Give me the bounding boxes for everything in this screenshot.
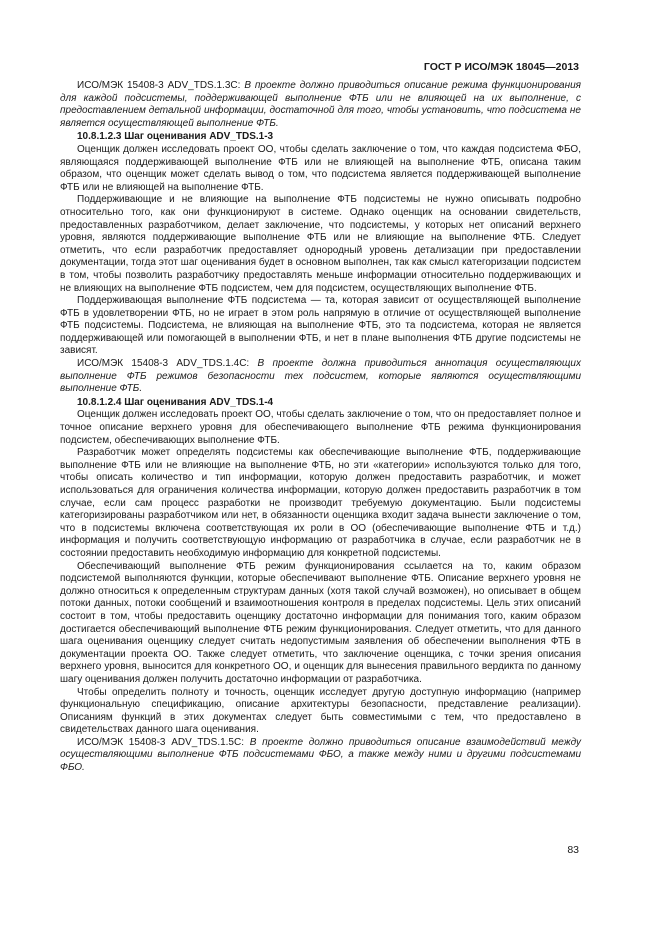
body-paragraph: Обеспечивающий выполнение ФТБ режим функционирования ссылается на то, каким образом подсистемой выполняются функции, которые обеспечивают выполнение ФТБ. Описание верхнего уровня не должно относиться к определенным структурам данных (хотя такой случай возможен), но описывает в общем потоки данных, потоки сообщений и взаимоотношения контроля в пределах подсистемы. Цель этих описаний состоит в том, чтобы предоставить оценщику достаточно информации для понимания того, каким образом достигается обеспечивающий выполнение ФТБ режим функционирования. Следует отметить, что для данного шага оценивания оценщику следует считать недопустимым заявления об обеспечении выполнения ФТБ в документации проекта ОО. Также следует отметить, что заключение оценщика, с точки зрения описания верхнего уровня, выносится для конкретного ОО, и оценщик для вынесения правильного вердикта по данному шагу оценивания должен получить достаточно информации от разработчика. [60,560,581,685]
requirement-code: ИСО/МЭК 15408-3 ADV_TDS.1.3C: [77,80,241,91]
requirement-text: В проекте должно приводиться описание взаимодействий между осуществляющими выполнение ФТБ подсистемами ФБО, а также между ними и другими подсистемами ФБО. [60,736,581,774]
step-heading: 10.8.1.2.3 Шаг оценивания ADV_TDS.1-3 [77,131,274,143]
body-paragraph: Чтобы определить полноту и точность, оценщик исследует другую доступную информацию (например функциональную спецификацию, описание архитектуры безопасности, представление реализации). Описаниям функций в этих документах следует быть совместимыми с тем, что предоставлено в свидетельствах данного шага оценивания. [60,686,581,736]
requirement-text: В проекте должно приводиться описание режима функционирования для каждой подсистемы, поддерживающей выполнение ФТБ или не влияющей на их выполнение, с предоставлением детальной информации, достаточной для того, чтобы установить, что подсистема не является осуществляющей выполнение ФТБ. [60,80,582,129]
requirement-code: ИСО/МЭК 15408-3 ADV_TDS.1.5C: [77,736,244,748]
step-heading: 10.8.1.2.4 Шаг оценивания ADV_TDS.1-4 [77,396,274,408]
requirement-paragraph [60,737,581,775]
body-paragraph: Поддерживающая выполнение ФТБ подсистема — та, которая зависит от осуществляющей выполнение ФТБ в удовлетворении ФТБ, но не играет в этом роль напрямую в отличие от осуществляющей выполнение ФТБ подсистемы. Подсистема, не влияющая на выполнение ФТБ, это та подсистема, которая не является поддерживающей или помогающей в выполнении ФТБ, и нет в плане выполнения ФТБ другие подсистемы не зависят. [60,295,581,357]
requirement-code: ИСО/МЭК 15408-3 ADV_TDS.1.4C: [77,358,250,370]
body-paragraph: Поддерживающие и не влияющие на выполнение ФТБ подсистемы не нужно описывать подробно относительно того, как они функционируют в системе. Однако оценщик на основании свидетельств, предоставленных разработчиком, делает заключение, что подсистемы, у которых нет описаний верхнего уровня, являются поддерживающие выполнение ФТБ или не влияющие на выполнение ФТБ. Следует отметить, что если разработчик предоставляет однородный уровень детализации при предоставлении документации, тогда этот шаг оценивания будет в основном выполнен, так как смысл категоризации подсистем в том, чтобы позволить разработчику предоставлять меньше информации относительно поддерживающих и не влияющих на выполнение ФТБ подсистем, чем для подсистем, осуществляющих выполнение ФТБ. [60,194,581,294]
page-number: 83 [567,844,579,856]
standard-header: ГОСТ Р ИСО/МЭК 18045—2013 [423,61,579,73]
body-paragraph: Оценщик должен исследовать проект ОО, чтобы сделать заключение о том, что каждая подсистема ФБО, являющаяся поддерживающей выполнение ФТБ или не влияющей на выполнение ФТБ, описана таким образом, что оценщик может сделать вывод о том, что подсистема является поддерживающей выполнение ФТБ или не влияющей на выполнение ФТБ. [60,143,581,193]
requirement-text: В проекте должна приводиться аннотация осуществляющих выполнение ФТБ режимов безопасности тех подсистем, которые являются осуществляющими выполнение ФТБ. [60,358,581,395]
body-paragraph: Оценщик должен исследовать проект ОО, чтобы сделать заключение о том, что он предоставляет полное и точное описание верхнего уровня для обеспечивающего выполнение ФТБ режима функционирования подсистем, обеспечивающих выполнение ФТБ. [60,409,581,446]
requirement-paragraph [60,358,581,396]
body-paragraph: Разработчик может определять подсистемы как обеспечивающие выполнение ФТБ, поддерживающие выполнение ФТБ или не влияющие на выполнение ФТБ, но эти «категории» используются только для того, чтобы описать количество и тип информации, которую должен предоставить разработчик, и может использоваться для ограничения количества информации, которую должен предоставить разработчик в том случае, если сам процесс разработки не производит требуемую документацию. Были подсистемы категоризированы разработчиком или нет, в обязанности оценщика входит задача вынести заключение о том, что в подсистемы включена соответствующая их роли в ОО (обеспечивающие выполнение ФТБ и т.д.) информация и получить соответствующую информацию от разработчика в случае, если разработчик не в состоянии предоставить необходимую информацию для конкретной подсистемы. [60,447,581,559]
requirement-paragraph [60,80,581,130]
document-body [60,80,581,775]
